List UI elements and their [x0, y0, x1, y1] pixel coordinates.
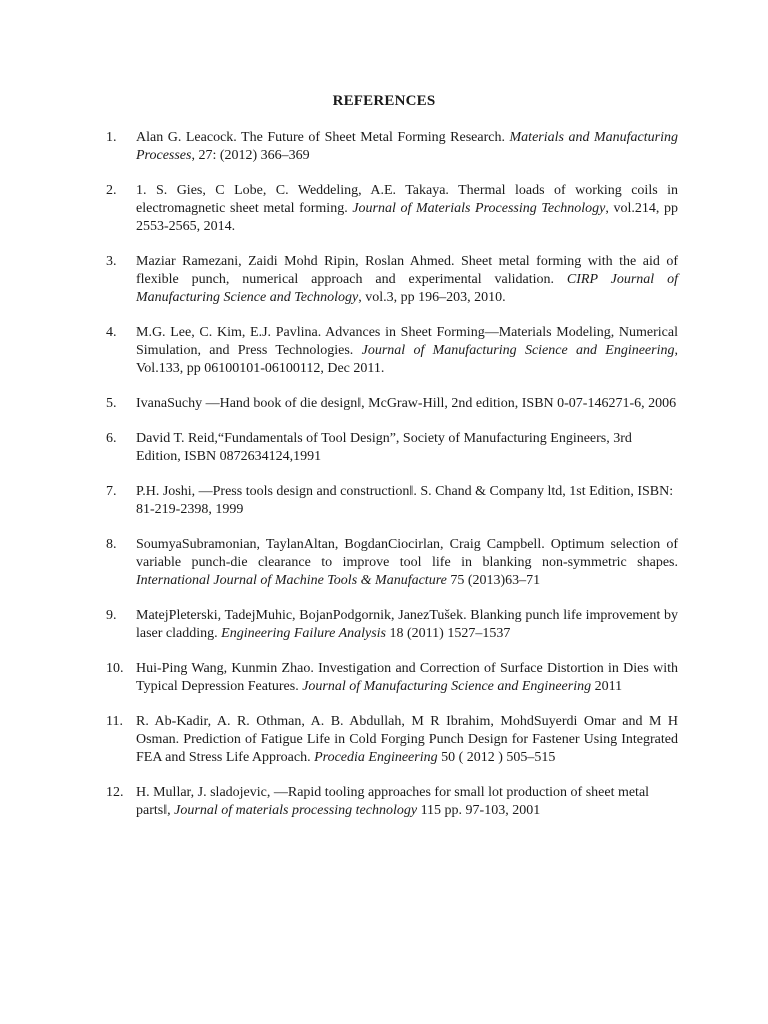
reference-details: , Vol.133, pp 06100101-06100112, Dec 2011. [136, 343, 678, 376]
reference-item [106, 536, 678, 590]
reference-authors-title: IvanaSuchy —Hand book of die design‖, McGraw-Hill, 2nd edition, ISBN 0-07-146271-6, 2006 [136, 396, 677, 411]
reference-source: Procedia Engineering [314, 750, 438, 765]
reference-text [136, 324, 678, 378]
reference-number: 5. [106, 396, 117, 411]
reference-source: Materials and Manufacturing Processes [136, 130, 679, 163]
reference-item [106, 483, 678, 519]
reference-authors-title: David T. Reid,“Fundamentals of Tool Design”, Society of Manufacturing Engineers, 3rd Edition, ISBN 0872634124,1991 [136, 431, 632, 464]
reference-text [136, 784, 678, 820]
reference-details: 50 ( 2012 ) 505–515 [437, 750, 556, 765]
reference-number: 2. [106, 183, 117, 198]
reference-number: 9. [106, 608, 117, 623]
reference-text [136, 483, 678, 519]
reference-text [136, 182, 678, 236]
reference-number: 10. [106, 661, 124, 676]
reference-source: Journal of materials processing technology [174, 803, 418, 818]
reference-number: 8. [106, 537, 117, 552]
reference-item [106, 129, 678, 165]
reference-item [106, 713, 678, 767]
reference-number: 11. [106, 714, 123, 729]
reference-details: , vol.3, pp 196–203, 2010. [358, 290, 506, 305]
reference-number: 7. [106, 484, 117, 499]
reference-item [106, 182, 678, 236]
reference-details: 75 (2013)63–71 [446, 573, 541, 588]
reference-authors-title: 1. S. Gies, C Lobe, C. Weddeling, A.E. Takaya. Thermal loads of working coils in electromagnetic sheet metal forming. [136, 183, 678, 216]
reference-source: Engineering Failure Analysis [221, 626, 387, 641]
reference-item [106, 660, 678, 696]
reference-item [106, 395, 678, 413]
reference-source: Journal of Manufacturing Science and Engineering [361, 343, 675, 358]
reference-source: Journal of Materials Processing Technology [352, 201, 606, 216]
reference-details: 2011 [591, 679, 623, 694]
references-heading: REFERENCES [332, 93, 436, 109]
reference-item [106, 430, 678, 466]
reference-authors-title: Hui-Ping Wang, Kunmin Zhao. Investigation and Correction of Surface Distortion in Dies with Typical Depression Features. [136, 661, 678, 694]
reference-source: CIRP Journal of Manufacturing Science and Technology [136, 272, 678, 305]
reference-details: 18 (2011) 1527–1537 [386, 626, 511, 641]
reference-text [136, 713, 678, 767]
reference-text [136, 129, 678, 165]
reference-item [106, 607, 678, 643]
reference-authors-title: P.H. Joshi, —Press tools design and construction‖. S. Chand & Company ltd, 1st Edition, ISBN: 81-219-2398, 1999 [136, 484, 674, 517]
reference-text [136, 607, 678, 643]
reference-text [136, 395, 678, 413]
reference-authors-title: M.G. Lee, C. Kim, E.J. Pavlina. Advances in Sheet Forming—Materials Modeling, Numerical Simulation, and Press Technologies. [136, 325, 678, 358]
reference-authors-title: SoumyaSubramonian, TaylanAltan, BogdanCiocirlan, Craig Campbell. Optimum selection of variable punch-die clearance to improve tool life in blanking non-symmetric shapes. [136, 537, 678, 570]
reference-number: 4. [106, 325, 117, 340]
reference-text [136, 660, 678, 696]
reference-text [136, 430, 678, 466]
reference-source: Journal of Manufacturing Science and Engineering [302, 679, 592, 694]
reference-source: International Journal of Machine Tools & Manufacture [136, 573, 447, 588]
reference-authors-title: R. Ab-Kadir, A. R. Othman, A. B. Abdullah, M R Ibrahim, MohdSuyerdi Omar and M H Osman. Prediction of Fatigue Life in Cold Forging Punch Design for Fastener Using Integrated FEA and Stress Life Approach. [136, 714, 678, 765]
reference-authors-title: MatejPleterski, TadejMuhic, BojanPodgornik, JanezTušek. Blanking punch life improvement by laser cladding. [136, 608, 678, 641]
reference-item [106, 324, 678, 378]
reference-authors-title: H. Mullar, J. sladojevic, —Rapid tooling approaches for small lot production of sheet metal parts‖, [136, 785, 650, 818]
reference-list [106, 129, 678, 837]
reference-details: 115 pp. 97-103, 2001 [417, 803, 541, 818]
reference-number: 6. [106, 431, 117, 446]
reference-item [106, 253, 678, 307]
reference-details: , vol.214, pp 2553-2565, 2014. [136, 201, 679, 234]
reference-authors-title: Alan G. Leacock. The Future of Sheet Metal Forming Research. [136, 130, 510, 145]
reference-item [106, 784, 678, 820]
reference-authors-title: Maziar Ramezani, Zaidi Mohd Ripin, Roslan Ahmed. Sheet metal forming with the aid of flexible punch, numerical approach and experimental validation. [136, 254, 678, 287]
reference-number: 3. [106, 254, 117, 269]
reference-number: 1. [106, 130, 117, 145]
reference-details: , 27: (2012) 366–369 [191, 148, 310, 163]
reference-text [136, 253, 678, 307]
reference-text [136, 536, 678, 590]
reference-number: 12. [106, 785, 124, 800]
